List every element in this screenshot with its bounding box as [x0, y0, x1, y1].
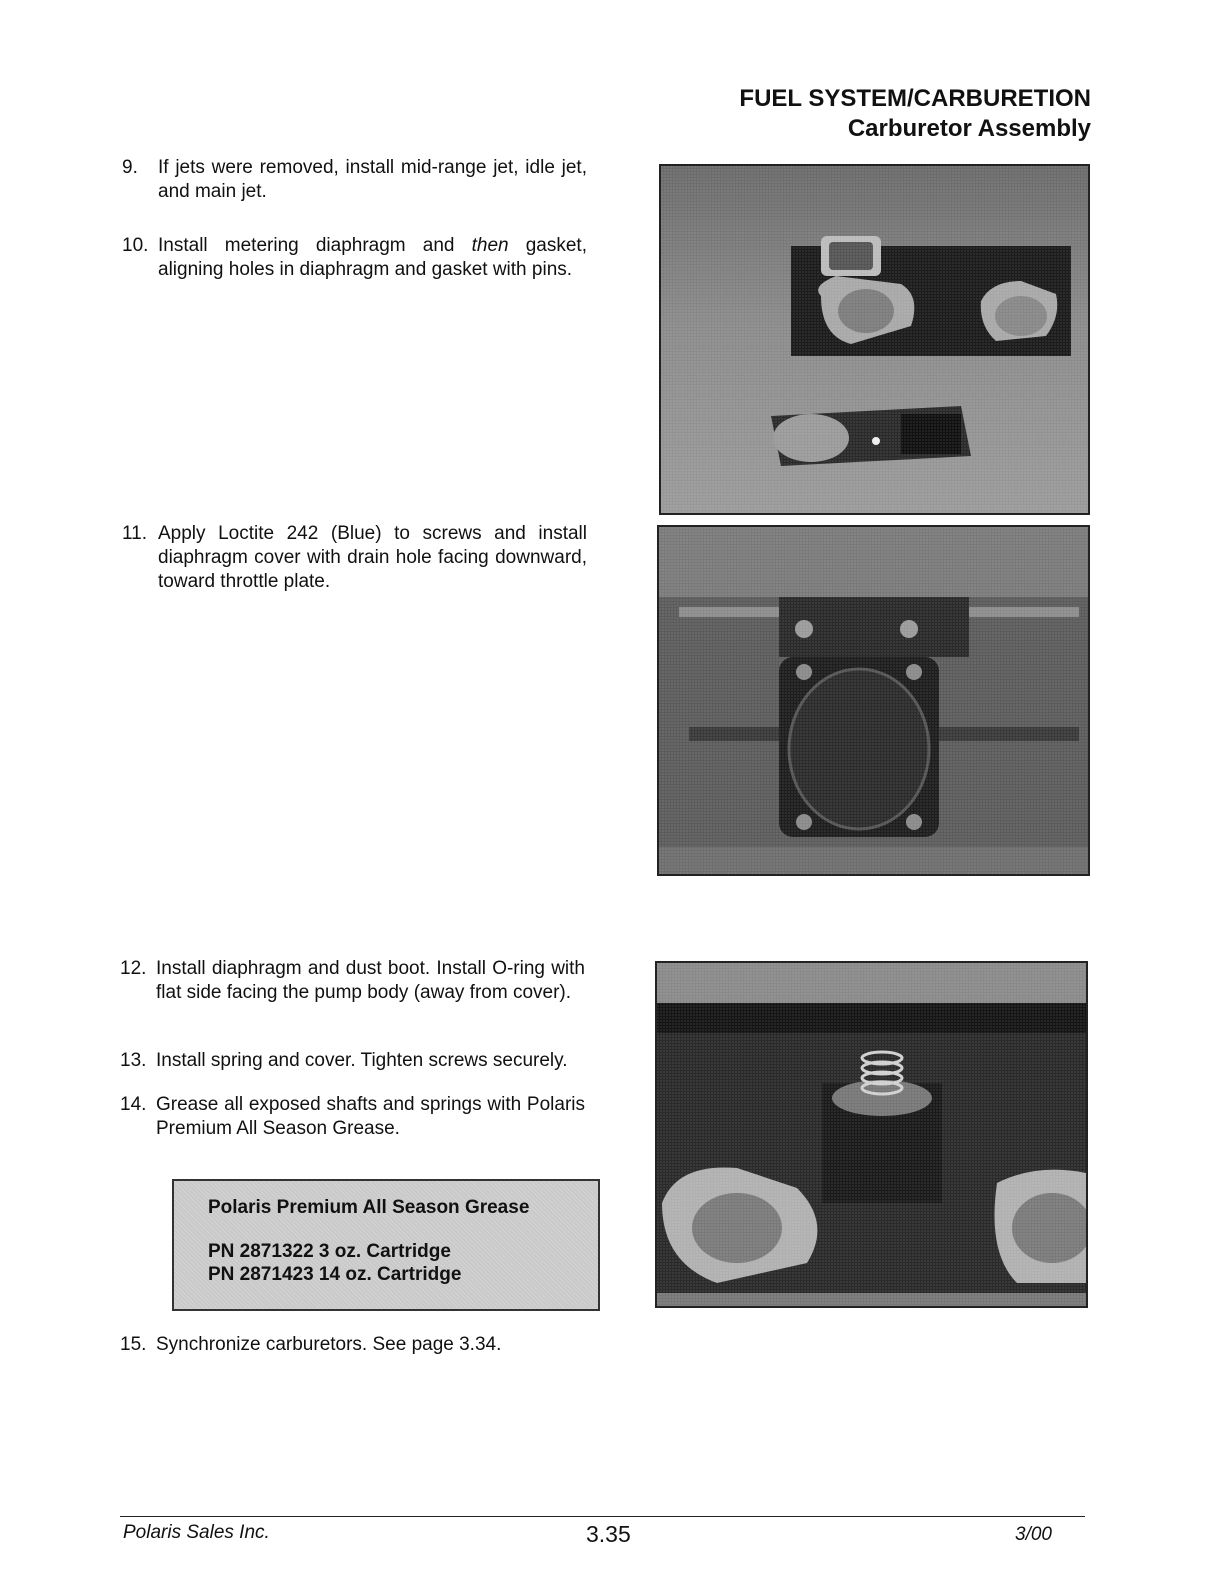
step-number: 10.	[122, 235, 149, 256]
grease-part-3oz: PN 2871322 3 oz. Cartridge	[208, 1241, 451, 1262]
step-11	[122, 522, 587, 594]
photo-pump-spring	[655, 961, 1088, 1308]
footer-rule	[120, 1516, 1085, 1517]
step-text: Install diaphragm and dust boot. Install O-ring with flat side facing the pump body (away from cover).	[156, 958, 585, 1003]
step-number: 14.	[120, 1094, 147, 1115]
step-number: 9.	[122, 157, 138, 178]
grease-callout	[172, 1179, 600, 1311]
step-text: Apply Loctite 242 (Blue) to screws and install diaphragm cover with drain hole facing downward, toward throttle plate.	[158, 523, 587, 592]
step-13	[120, 1049, 585, 1073]
section-title: FUEL SYSTEM/CARBURETION	[739, 85, 1091, 112]
photo-diaphragm-cover	[657, 525, 1090, 876]
step-10	[122, 234, 587, 282]
step-text: Grease all exposed shafts and springs with Polaris Premium All Season Grease.	[156, 1094, 585, 1139]
step-text: Install metering diaphragm and then gasket, aligning holes in diaphragm and gasket with pins.	[158, 235, 587, 280]
step-number: 13.	[120, 1050, 147, 1071]
footer-date: 3/00	[1015, 1524, 1052, 1545]
subsection-title: Carburetor Assembly	[847, 115, 1091, 142]
grease-title: Polaris Premium All Season Grease	[208, 1197, 530, 1218]
step-text: Install spring and cover. Tighten screws securely.	[156, 1050, 568, 1071]
step-text: Synchronize carburetors. See page 3.34.	[156, 1334, 502, 1355]
grease-part-14oz: PN 2871423 14 oz. Cartridge	[208, 1264, 462, 1285]
step-number: 15.	[120, 1334, 147, 1355]
step-14	[120, 1093, 585, 1141]
emphasis-then: then	[471, 235, 509, 256]
step-number: 11.	[122, 523, 148, 544]
page-number: 3.35	[586, 1521, 631, 1547]
step-12	[120, 957, 585, 1005]
step-text: If jets were removed, install mid-range jet, idle jet, and main jet.	[158, 157, 587, 202]
footer-company: Polaris Sales Inc.	[123, 1522, 270, 1543]
step-number: 12.	[120, 958, 147, 979]
photo-metering-diaphragm	[659, 164, 1090, 515]
step-15	[120, 1333, 585, 1357]
step-9	[122, 156, 587, 204]
